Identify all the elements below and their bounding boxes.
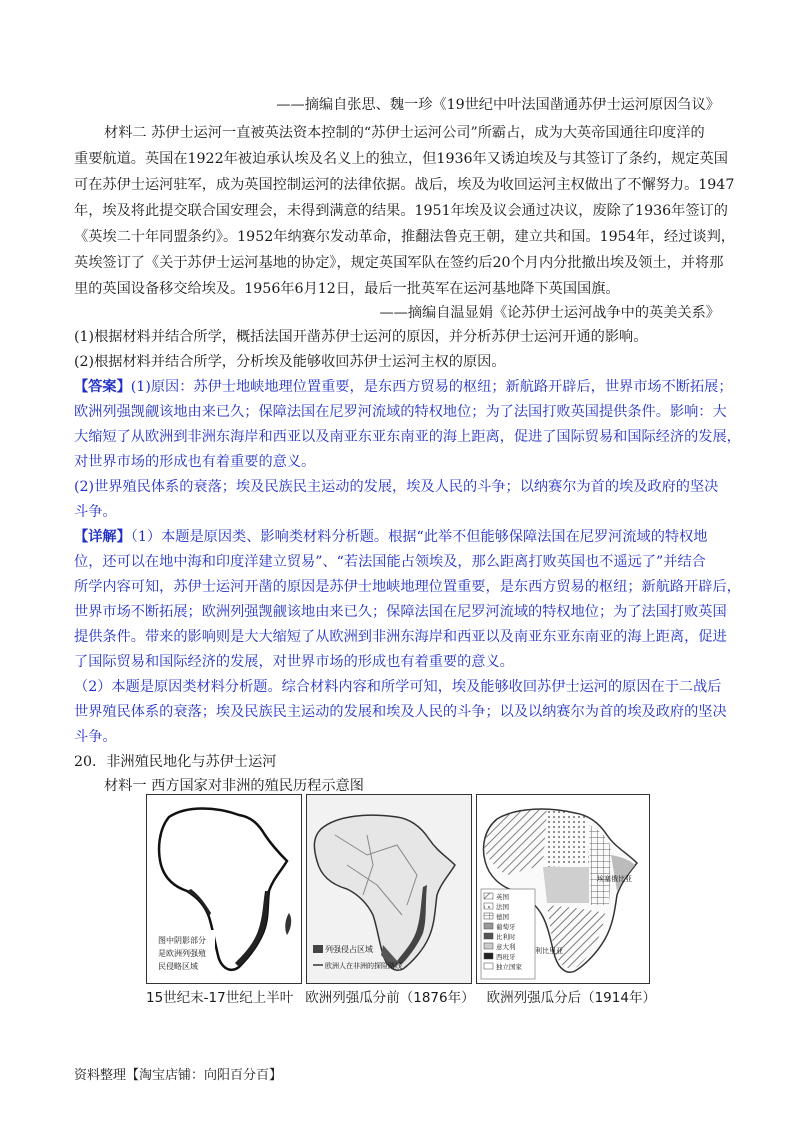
answer-line: 对世界市场的形成也有着重要的意义。	[74, 454, 316, 470]
map1-legend-line: 图中阴影部分	[158, 936, 206, 945]
detail-line: 提供条件。带来的影响则是大大缩短了从欧洲到非洲东海岸和西亚以及南亚东亚东南亚的海上距离，促进	[74, 629, 727, 645]
detail-line: （2）本题是原因类材料分析题。综合材料内容和所学可知，埃及能够收回苏伊士运河的原因在于二战后	[74, 679, 722, 695]
footer-source: 资料整理【淘宝店铺：向阳百分百】	[74, 1068, 283, 1083]
detail-line: 位，还可以在地中海和印度洋建立贸易”、“若法国能占领埃及，那么距离打败英国也不遥远了”并结合	[74, 554, 706, 570]
africa-maps-figure	[146, 794, 648, 982]
map2-legend-line: 列强侵占区域	[325, 945, 373, 954]
question-2: (2)根据材料并结合所学，分析埃及能够收回苏伊士运河主权的原因。	[74, 354, 506, 370]
map1-legend-line: 是欧洲列强殖	[158, 949, 206, 958]
material2-line: 《英埃二十年同盟条约》。1952年纳赛尔发动革命，推翻法鲁克王朝，建立共和国。1954年，经过谈判，	[74, 229, 735, 245]
answer-line: 大缩短了从欧洲到非洲东海岸和西亚以及南亚东亚东南亚的海上距离，促进了国际贸易和国际经济的发展，	[74, 429, 741, 445]
detail-line: 了国际贸易和国际经济的发展，对世界市场的形成也有着重要的意义。	[74, 654, 514, 670]
svg-text:独立国家: 独立国家	[496, 963, 522, 971]
answer-line-1: 【答案】(1)原因：苏伊士地峡地理位置重要，是东西方贸易的枢纽；新航路开辟后，世界市场不断拓展；	[74, 379, 733, 395]
map2-legend-line: 欧洲人在非洲的探险路线	[325, 962, 402, 970]
caption-map1: 15世纪末-17世纪上半叶	[146, 990, 294, 1006]
material1-source: ——摘编自张思、魏一珍《19世纪中叶法国凿通苏伊士运河原因刍议》	[276, 97, 720, 113]
material2-line: 材料二 苏伊士运河一直被英法资本控制的“苏伊士运河公司”所霸占，成为大英帝国通往印度洋的	[104, 125, 705, 141]
map-15th-17th-century	[146, 794, 302, 984]
caption-map3: 欧洲列强瓜分后（1914年）	[486, 990, 656, 1006]
material2-line: 英埃签订了《关于苏伊士运河基地的协定》，规定英国军队在签约后20个月内分批撤出埃及领土，并将那	[74, 255, 724, 271]
map1-legend-line: 民侵略区域	[158, 962, 198, 971]
material2-source: ——摘编自温显娟《论苏伊士运河战争中的英美关系》	[379, 305, 720, 321]
material2-line: 年，埃及将此提交联合国安理会，未得到满意的结果。1951年埃及议会通过决议，废除了1936年签订的	[74, 203, 728, 219]
maps-caption	[146, 986, 656, 1006]
svg-text:德国: 德国	[496, 913, 509, 921]
answer-line: (2)世界殖民体系的衰落；埃及民族民主运动的发展，埃及人民的斗争；以纳赛尔为首的埃及政府的坚决	[74, 479, 719, 495]
detail-line: 世界市场不断拓展；欧洲列强觊觎该地由来已久；保障法国在尼罗河流域的特权地位；为了法国打败英国	[74, 604, 727, 620]
map-after-partition-1914	[476, 794, 650, 984]
svg-text:比利时: 比利时	[496, 933, 516, 941]
answer-tag: 【答案】	[74, 379, 131, 395]
caption-map2: 欧洲列强瓜分前（1876年）	[305, 990, 475, 1006]
svg-text:法国: 法国	[496, 903, 509, 911]
detail-tag: 【详解】	[74, 529, 131, 545]
map-before-partition-1876	[306, 794, 472, 984]
answer-line: 欧洲列强觊觎该地由来已久；保障法国在尼罗河流域的特权地位；为了法国打败英国提供条件。影响：大	[74, 404, 727, 420]
material2-line: 可在苏伊士运河驻军，成为英国控制运河的法律依据。战后，埃及为收回运河主权做出了不懈努力。1947	[74, 177, 735, 193]
answer-line: 斗争。	[74, 504, 117, 520]
question-20-title: 20．非洲殖民地化与苏伊士运河	[74, 754, 277, 770]
material2-line: 里的英国设备移交给埃及。1956年6月12日，最后一批英军在运河基地降下英国国旗。	[74, 281, 620, 297]
svg-text:葡萄牙: 葡萄牙	[496, 923, 516, 931]
question-20-material1: 材料一 西方国家对非洲的殖民历程示意图	[104, 778, 364, 794]
detail-line: 世界殖民体系的衰落；埃及民族民主运动的发展和埃及人民的斗争；以及以纳赛尔为首的埃及政府的坚决	[74, 704, 727, 720]
svg-text:西班牙: 西班牙	[496, 953, 516, 961]
question-1: (1)根据材料并结合所学，概括法国开凿苏伊士运河的原因，并分析苏伊士运河开通的影响。	[74, 329, 648, 345]
material2-line: 重要航道。英国在1922年被迫承认埃及名义上的独立，但1936年又诱迫埃及与其签订了条约，规定英国	[74, 151, 728, 167]
svg-text:意大利: 意大利	[496, 943, 516, 951]
map3-label: 埃塞俄比亚	[597, 875, 632, 883]
svg-text:英国: 英国	[496, 893, 509, 901]
detail-line: 斗争。	[74, 729, 117, 745]
detail-line-1: 【详解】（1）本题是原因类、影响类材料分析题。根据“此举不但能够保障法国在尼罗河流域的特权地	[74, 529, 708, 545]
map3-label: 利比里亚	[535, 947, 563, 955]
detail-line: 所学内容可知，苏伊士运河开凿的原因是苏伊士地峡地理位置重要，是东西方贸易的枢纽；新航路开辟后，	[74, 579, 741, 595]
